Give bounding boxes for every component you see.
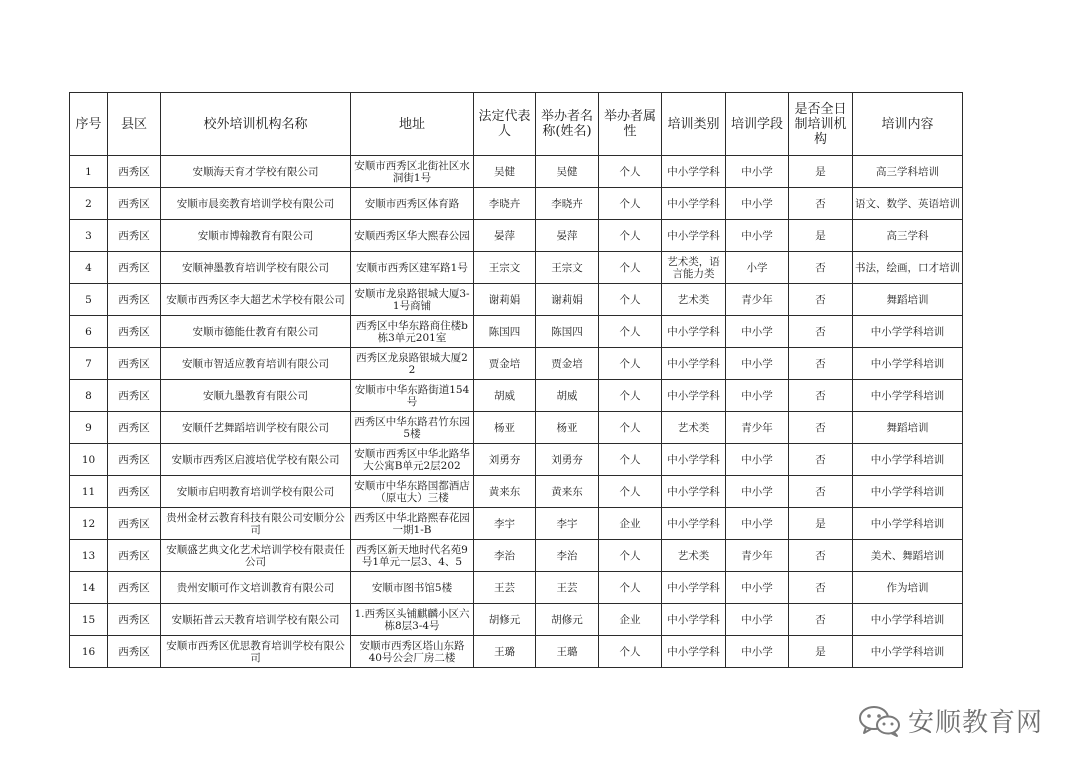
cell-legal-rep: 李治 (474, 540, 536, 572)
table-row (70, 220, 963, 252)
cell-training-category: 中小学学科 (662, 508, 726, 540)
cell-training-stage: 中小学 (726, 220, 789, 252)
cell-district: 西秀区 (108, 476, 161, 508)
cell-training-category: 中小学学科 (662, 348, 726, 380)
cell-district: 西秀区 (108, 348, 161, 380)
table-row (70, 444, 963, 476)
cell-training-stage: 中小学 (726, 188, 789, 220)
cell-training-content: 中小学学科培训 (853, 348, 963, 380)
cell-training-category: 中小学学科 (662, 636, 726, 668)
cell-training-category: 中小学学科 (662, 316, 726, 348)
table-row (70, 252, 963, 284)
cell-index: 14 (70, 572, 108, 604)
table-row (70, 636, 963, 668)
cell-district: 西秀区 (108, 284, 161, 316)
cell-index: 9 (70, 412, 108, 444)
cell-legal-rep: 李宇 (474, 508, 536, 540)
table-row (70, 188, 963, 220)
cell-organizer-name: 胡威 (536, 380, 599, 412)
cell-training-stage: 中小学 (726, 156, 789, 188)
cell-training-content: 作为培训 (853, 572, 963, 604)
cell-full-time: 是 (789, 156, 853, 188)
cell-legal-rep: 胡修元 (474, 604, 536, 636)
cell-institution-name: 安顺神墨教育培训学校有限公司 (161, 252, 351, 284)
cell-institution-name: 安顺市西秀区李大超艺术学校有限公司 (161, 284, 351, 316)
cell-full-time: 否 (789, 252, 853, 284)
header-legal-rep: 法定代表人 (474, 93, 536, 156)
cell-organizer-name: 黄来东 (536, 476, 599, 508)
cell-legal-rep: 黄来东 (474, 476, 536, 508)
cell-address: 西秀区中华东路商住楼b栋3单元201室 (351, 316, 474, 348)
cell-full-time: 否 (789, 284, 853, 316)
cell-organizer-type: 个人 (599, 156, 662, 188)
cell-organizer-name: 贾金培 (536, 348, 599, 380)
header-row (70, 93, 963, 156)
cell-institution-name: 安顺市西秀区启渡培优学校有限公司 (161, 444, 351, 476)
cell-address: 安顺市西秀区塔山东路40号公会厂房二楼 (351, 636, 474, 668)
cell-organizer-name: 吴健 (536, 156, 599, 188)
cell-legal-rep: 王璐 (474, 636, 536, 668)
table-row (70, 572, 963, 604)
table-body (70, 156, 963, 668)
cell-legal-rep: 王宗文 (474, 252, 536, 284)
table-row (70, 508, 963, 540)
cell-address: 安顺市中华东路国都酒店（原屯大）三楼 (351, 476, 474, 508)
cell-organizer-name: 胡修元 (536, 604, 599, 636)
cell-organizer-name: 王璐 (536, 636, 599, 668)
cell-address: 西秀区中华东路君竹东园5楼 (351, 412, 474, 444)
cell-legal-rep: 胡威 (474, 380, 536, 412)
cell-organizer-name: 谢莉娟 (536, 284, 599, 316)
cell-training-category: 中小学学科 (662, 220, 726, 252)
cell-organizer-type: 个人 (599, 476, 662, 508)
header-training-category: 培训类别 (662, 93, 726, 156)
cell-address: 安顺西秀区华大熙春公园 (351, 220, 474, 252)
cell-organizer-type: 个人 (599, 380, 662, 412)
table-row (70, 604, 963, 636)
cell-legal-rep: 谢莉娟 (474, 284, 536, 316)
table-row (70, 316, 963, 348)
cell-address: 安顺市中华东路街道154号 (351, 380, 474, 412)
cell-index: 16 (70, 636, 108, 668)
cell-address: 西秀区龙泉路银城大厦2 2 (351, 348, 474, 380)
cell-legal-rep: 李晓卉 (474, 188, 536, 220)
cell-organizer-type: 个人 (599, 252, 662, 284)
cell-organizer-type: 个人 (599, 188, 662, 220)
cell-training-content: 书法，绘画，口才培训 (853, 252, 963, 284)
table-row (70, 380, 963, 412)
cell-training-category: 中小学学科 (662, 188, 726, 220)
cell-institution-name: 安顺市博翰教育有限公司 (161, 220, 351, 252)
cell-organizer-type: 个人 (599, 316, 662, 348)
cell-full-time: 否 (789, 380, 853, 412)
cell-address: 安顺市西秀区建军路1号 (351, 252, 474, 284)
cell-address: 安顺市龙泉路银城大厦3-1号商铺 (351, 284, 474, 316)
cell-training-content: 语文、数学、英语培训 (853, 188, 963, 220)
cell-training-content: 中小学学科培训 (853, 444, 963, 476)
cell-training-category: 中小学学科 (662, 572, 726, 604)
cell-full-time: 否 (789, 412, 853, 444)
cell-legal-rep: 王芸 (474, 572, 536, 604)
cell-full-time: 否 (789, 188, 853, 220)
cell-institution-name: 安顺市西秀区优思教育培训学校有限公司 (161, 636, 351, 668)
cell-full-time: 否 (789, 348, 853, 380)
cell-organizer-type: 个人 (599, 284, 662, 316)
cell-training-category: 中小学学科 (662, 156, 726, 188)
cell-legal-rep: 刘勇夯 (474, 444, 536, 476)
cell-training-stage: 青少年 (726, 412, 789, 444)
cell-legal-rep: 贾金培 (474, 348, 536, 380)
cell-training-stage: 中小学 (726, 476, 789, 508)
table-row (70, 476, 963, 508)
cell-address: 安顺市图书馆5楼 (351, 572, 474, 604)
cell-institution-name: 贵州安顺可作文培训教育有限公司 (161, 572, 351, 604)
cell-training-category: 中小学学科 (662, 604, 726, 636)
cell-index: 7 (70, 348, 108, 380)
cell-organizer-name: 李宇 (536, 508, 599, 540)
cell-full-time: 是 (789, 220, 853, 252)
cell-district: 西秀区 (108, 604, 161, 636)
cell-district: 西秀区 (108, 156, 161, 188)
header-address: 地址 (351, 93, 474, 156)
cell-full-time: 否 (789, 476, 853, 508)
cell-index: 6 (70, 316, 108, 348)
cell-organizer-type: 企业 (599, 604, 662, 636)
cell-training-content: 中小学学科培训 (853, 316, 963, 348)
header-training-stage: 培训学段 (726, 93, 789, 156)
cell-index: 10 (70, 444, 108, 476)
header-institution-name: 校外培训机构名称 (161, 93, 351, 156)
cell-full-time: 是 (789, 636, 853, 668)
cell-index: 4 (70, 252, 108, 284)
cell-institution-name: 安顺仟艺舞蹈培训学校有限公司 (161, 412, 351, 444)
cell-organizer-type: 个人 (599, 636, 662, 668)
cell-training-category: 艺术类 (662, 284, 726, 316)
cell-organizer-name: 陈国四 (536, 316, 599, 348)
cell-training-stage: 中小学 (726, 380, 789, 412)
cell-training-content: 中小学学科培训 (853, 636, 963, 668)
cell-district: 西秀区 (108, 540, 161, 572)
cell-organizer-name: 王宗文 (536, 252, 599, 284)
cell-organizer-type: 个人 (599, 572, 662, 604)
cell-training-category: 艺术类 (662, 412, 726, 444)
cell-district: 西秀区 (108, 380, 161, 412)
cell-training-category: 中小学学科 (662, 380, 726, 412)
cell-training-stage: 中小学 (726, 604, 789, 636)
cell-legal-rep: 晏萍 (474, 220, 536, 252)
cell-organizer-type: 个人 (599, 540, 662, 572)
cell-training-stage: 中小学 (726, 348, 789, 380)
header-full-time: 是否全日制培训机构 (789, 93, 853, 156)
cell-full-time: 否 (789, 540, 853, 572)
cell-training-category: 中小学学科 (662, 444, 726, 476)
cell-address: 1.西秀区头铺麒麟小区六栋8层3-4号 (351, 604, 474, 636)
cell-organizer-type: 个人 (599, 220, 662, 252)
cell-institution-name: 贵州金材云教育科技有限公司安顺分公司 (161, 508, 351, 540)
header-district: 县区 (108, 93, 161, 156)
table-row (70, 348, 963, 380)
cell-index: 12 (70, 508, 108, 540)
header-organizer-type: 举办者属性 (599, 93, 662, 156)
cell-training-content: 高三学科 (853, 220, 963, 252)
cell-full-time: 否 (789, 604, 853, 636)
cell-training-content: 高三学科培训 (853, 156, 963, 188)
cell-legal-rep: 陈国四 (474, 316, 536, 348)
cell-organizer-name: 晏萍 (536, 220, 599, 252)
cell-training-content: 中小学学科培训 (853, 508, 963, 540)
table-row (70, 284, 963, 316)
cell-training-stage: 中小学 (726, 508, 789, 540)
cell-index: 3 (70, 220, 108, 252)
cell-institution-name: 安顺盛艺典文化艺术培训学校有限责任公司 (161, 540, 351, 572)
cell-district: 西秀区 (108, 220, 161, 252)
cell-index: 15 (70, 604, 108, 636)
cell-full-time: 否 (789, 316, 853, 348)
cell-organizer-name: 王芸 (536, 572, 599, 604)
cell-institution-name: 安顺九墨教育有限公司 (161, 380, 351, 412)
table-row (70, 540, 963, 572)
wechat-icon (858, 704, 902, 738)
cell-district: 西秀区 (108, 444, 161, 476)
watermark-text: 安顺教育网 (908, 708, 1044, 738)
cell-full-time: 否 (789, 444, 853, 476)
cell-address: 安顺市西秀区中华北路华大公寓B单元2层202 (351, 444, 474, 476)
cell-training-stage: 中小学 (726, 572, 789, 604)
cell-index: 11 (70, 476, 108, 508)
cell-training-stage: 青少年 (726, 284, 789, 316)
cell-training-content: 美术、舞蹈培训 (853, 540, 963, 572)
cell-training-content: 中小学学科培训 (853, 380, 963, 412)
cell-organizer-name: 杨亚 (536, 412, 599, 444)
cell-index: 2 (70, 188, 108, 220)
cell-district: 西秀区 (108, 572, 161, 604)
cell-institution-name: 安顺市智适应教育培训有限公司 (161, 348, 351, 380)
cell-address: 安顺市西秀区体育路 (351, 188, 474, 220)
table-row (70, 156, 963, 188)
cell-institution-name: 安顺市启明教育培训学校有限公司 (161, 476, 351, 508)
cell-district: 西秀区 (108, 508, 161, 540)
cell-training-category: 中小学学科 (662, 476, 726, 508)
cell-training-stage: 中小学 (726, 636, 789, 668)
cell-index: 5 (70, 284, 108, 316)
cell-index: 13 (70, 540, 108, 572)
cell-training-category: 艺术类，语言能力类 (662, 252, 726, 284)
cell-institution-name: 安顺拓普云天教育培训学校有限公司 (161, 604, 351, 636)
cell-district: 西秀区 (108, 252, 161, 284)
cell-organizer-type: 个人 (599, 444, 662, 476)
cell-address: 安顺市西秀区北街社区水洞街1号 (351, 156, 474, 188)
cell-organizer-type: 企业 (599, 508, 662, 540)
cell-address: 西秀区中华北路熙春花园一期1-B (351, 508, 474, 540)
cell-address: 西秀区新天地时代名苑9号1单元一层3、4、5 (351, 540, 474, 572)
cell-organizer-type: 个人 (599, 348, 662, 380)
cell-district: 西秀区 (108, 316, 161, 348)
header-organizer-name: 举办者名称(姓名) (536, 93, 599, 156)
table-row (70, 412, 963, 444)
cell-district: 西秀区 (108, 412, 161, 444)
cell-training-stage: 小学 (726, 252, 789, 284)
header-training-content: 培训内容 (853, 93, 963, 156)
cell-full-time: 是 (789, 508, 853, 540)
cell-institution-name: 安顺海天育才学校有限公司 (161, 156, 351, 188)
cell-full-time: 否 (789, 572, 853, 604)
watermark (858, 702, 1043, 739)
cell-training-content: 中小学学科培训 (853, 604, 963, 636)
cell-legal-rep: 吴健 (474, 156, 536, 188)
header-index: 序号 (70, 93, 108, 156)
cell-training-content: 舞蹈培训 (853, 412, 963, 444)
cell-training-stage: 中小学 (726, 316, 789, 348)
cell-institution-name: 安顺市晨奕教育培训学校有限公司 (161, 188, 351, 220)
cell-index: 1 (70, 156, 108, 188)
cell-organizer-name: 李治 (536, 540, 599, 572)
cell-legal-rep: 杨亚 (474, 412, 536, 444)
cell-institution-name: 安顺市德能仕教育有限公司 (161, 316, 351, 348)
cell-training-content: 中小学学科培训 (853, 476, 963, 508)
cell-organizer-name: 刘勇夯 (536, 444, 599, 476)
cell-organizer-type: 个人 (599, 412, 662, 444)
cell-organizer-name: 李晓卉 (536, 188, 599, 220)
training-institution-table (69, 92, 963, 668)
cell-training-content: 舞蹈培训 (853, 284, 963, 316)
cell-training-stage: 青少年 (726, 540, 789, 572)
cell-district: 西秀区 (108, 188, 161, 220)
cell-district: 西秀区 (108, 636, 161, 668)
cell-index: 8 (70, 380, 108, 412)
cell-training-stage: 中小学 (726, 444, 789, 476)
cell-training-category: 艺术类 (662, 540, 726, 572)
